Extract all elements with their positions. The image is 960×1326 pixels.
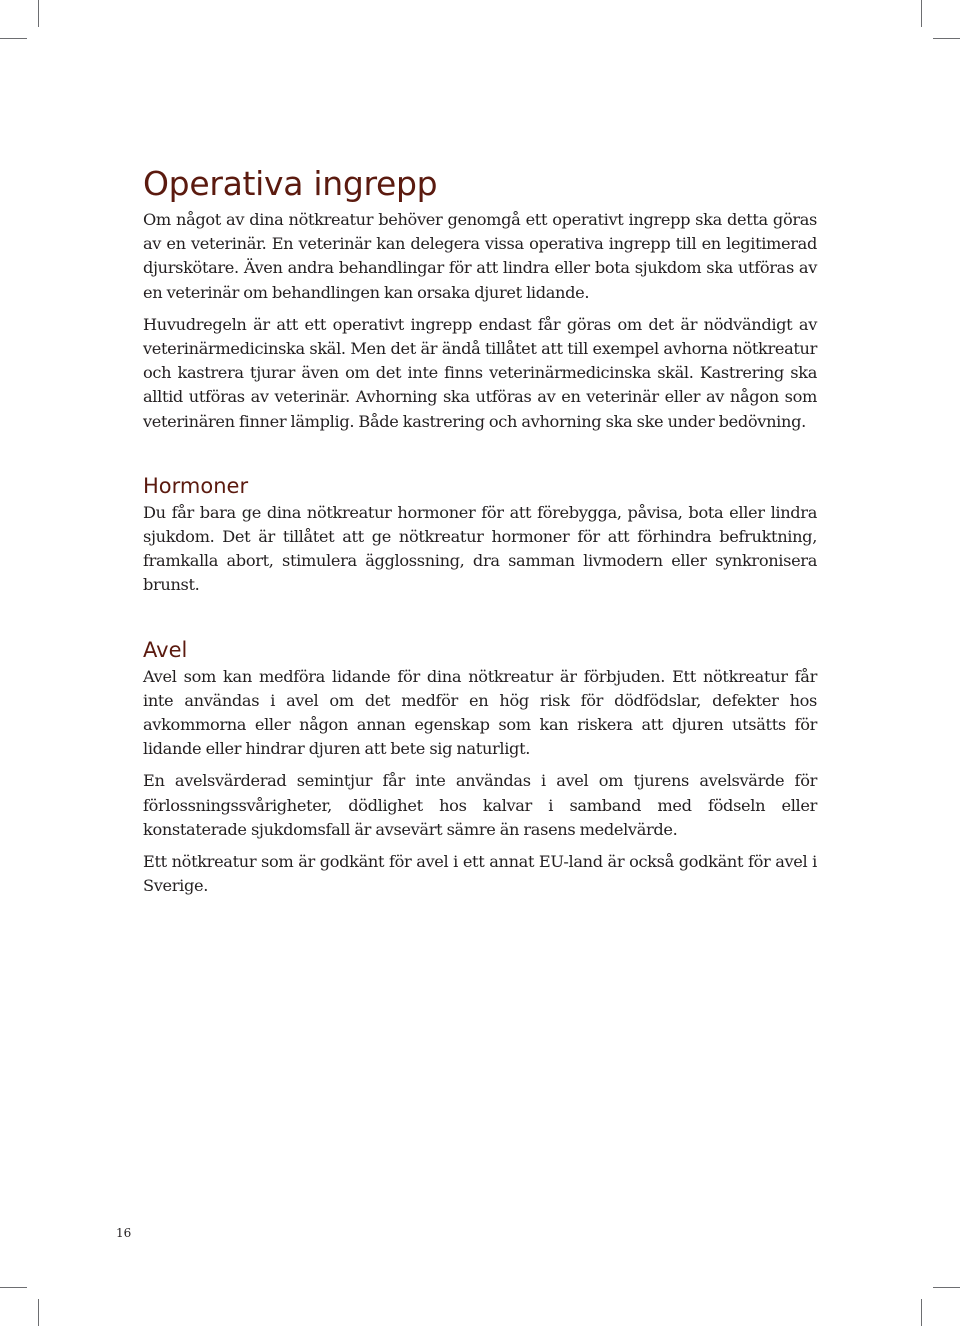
paragraph-hormoner-1: Du får bara ge dina nötkreatur hormoner för att förebygga, påvisa, bota eller lindra sjukdom. Det är tillåtet att ge nötkreatur hormoner för att förhindra befruktning, framkalla abort, stimulera ägglossning, dra samman livmodern eller synkronisera brunst.: [143, 502, 817, 595]
crop-mark-top-right-horizontal: [933, 38, 960, 39]
section-title-avel: Avel: [143, 637, 188, 662]
section-title-operativa-ingrepp: Operativa ingrepp: [143, 164, 438, 203]
paragraph-avel-2: En avelsvärderad semintjur får inte användas i avel om tjurens avelsvärde för förlossningssvårigheter, dödlighet hos kalvar i samband med födseln eller konstaterade sjukdomsfall är avsevärt sämre än rasens medelvärde.: [143, 771, 817, 839]
crop-mark-bottom-left-horizontal: [0, 1287, 27, 1288]
section-avel: [143, 635, 817, 899]
page-content: [143, 160, 817, 898]
crop-mark-bottom-right-horizontal: [933, 1287, 960, 1288]
crop-mark-top-left-horizontal: [0, 38, 27, 39]
section-hormoner: [143, 471, 817, 598]
paragraph-operativa-1: Om något av dina nötkreatur behöver genomgå ett operativt ingrepp ska detta göras av en veterinär. En veterinär kan delegera vissa operativa ingrepp till en legitimerad djurskötare. Även andra behandlingar för att lindra eller bota sjukdom ska utföras av en veterinär om behandlingen kan orsaka djuret lidande.: [143, 210, 817, 302]
crop-mark-top-left-vertical: [38, 0, 39, 27]
crop-mark-top-right-vertical: [921, 0, 922, 27]
paragraph-operativa-2: Huvudregeln är att ett operativt ingrepp endast får göras om det är nödvändigt av veterinärmedicinska skäl. Men det är ändå tillåtet att till exempel avhorna nötkreatur och kastrera tjurar även om det inte finns veterinärmedicinska skäl. Kastrering ska alltid utföras av veterinär. Avhorning ska utföras av en veterinär eller av någon som veterinären finner lämplig. Både kastrering och avhorning ska ske under bedövning.: [143, 314, 817, 431]
crop-mark-bottom-left-vertical: [38, 1299, 39, 1326]
crop-mark-bottom-right-vertical: [921, 1299, 922, 1326]
page-number: 16: [116, 1226, 132, 1240]
section-operativa-ingrepp: [143, 160, 817, 434]
paragraph-avel-3: Ett nötkreatur som är godkänt för avel i ett annat EU-land är också godkänt för avel i Sverige.: [143, 852, 817, 896]
section-title-hormoner: Hormoner: [143, 473, 249, 498]
paragraph-avel-1: Avel som kan medföra lidande för dina nötkreatur är förbjuden. Ett nötkreatur får inte användas i avel om det medför en hög risk för dödfödslar, defekter hos avkommorna eller någon annan egenskap som kan riskera att djuren utsätts för lidande eller hindrar djuren att bete sig naturligt.: [143, 666, 817, 759]
